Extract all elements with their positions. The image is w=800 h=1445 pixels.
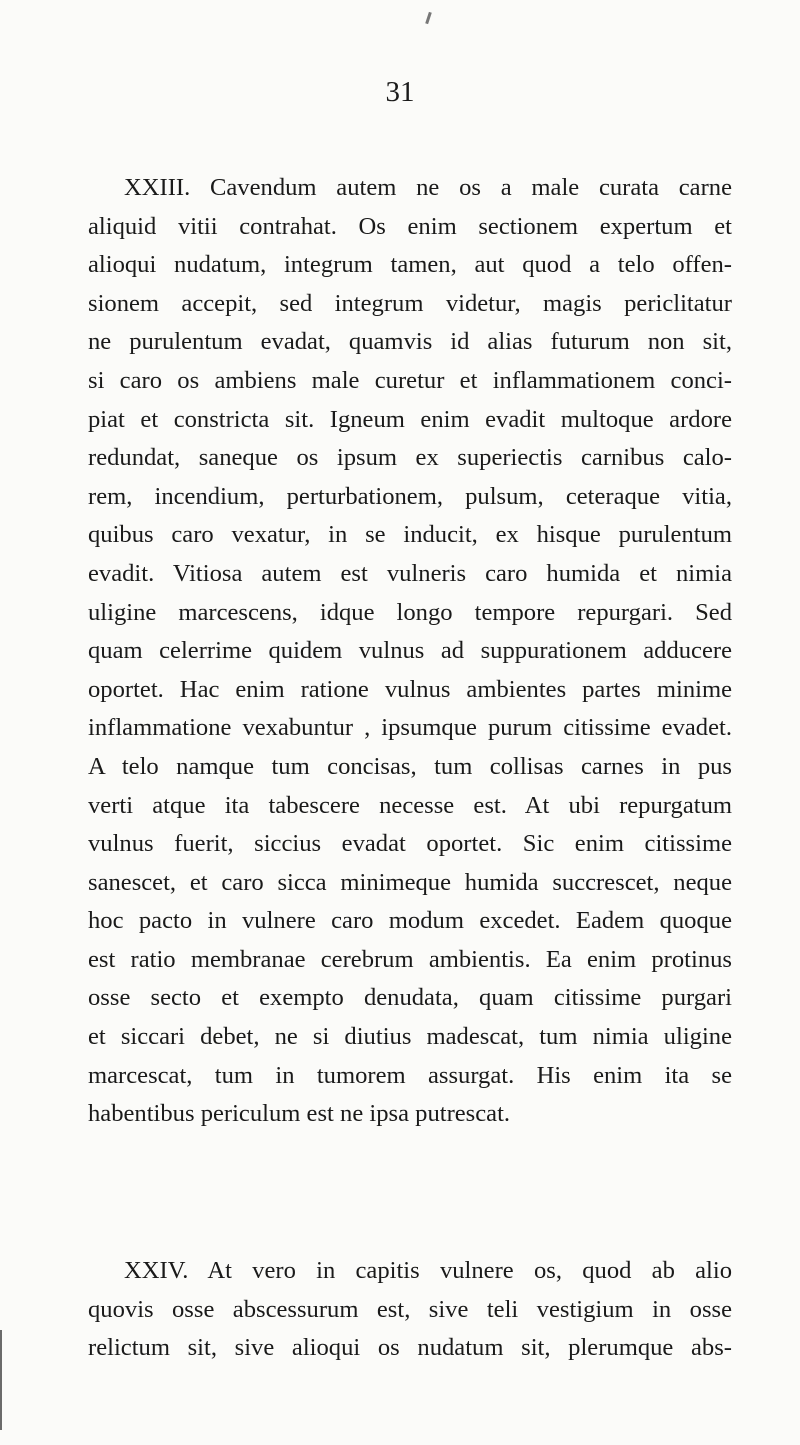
scan-edge-shadow bbox=[0, 1330, 2, 1430]
paragraph-xxiii bbox=[88, 169, 732, 1134]
text-line: redundat, saneque os ipsum ex superiectis carnibus calo- bbox=[88, 444, 732, 472]
text-line: inflammatione vexabuntur , ipsumque purum citissime evadet. bbox=[88, 714, 732, 742]
text-line: A telo namque tum concisas, tum collisas carnes in pus bbox=[88, 752, 732, 780]
text-line: uligine marcescens, idque longo tempore repurgari. Sed bbox=[88, 598, 732, 626]
text-line: vulnus fuerit, siccius evadat oportet. Sic enim citissime bbox=[88, 830, 732, 858]
scan-speck bbox=[425, 12, 432, 24]
page-number: 31 bbox=[385, 76, 415, 108]
text-line: rem, incendium, perturbationem, pulsum, ceteraque vitia, bbox=[88, 482, 732, 510]
text-line: piat et constricta sit. Igneum enim evadit multoque ardore bbox=[88, 405, 732, 433]
text-line: evadit. Vitiosa autem est vulneris caro humida et nimia bbox=[88, 559, 732, 587]
text-line: quibus caro vexatur, in se inducit, ex hisque purulentum bbox=[88, 521, 732, 549]
text-line: relictum sit, sive alioqui os nudatum sit, plerumque abs- bbox=[88, 1334, 732, 1362]
text-line: si caro os ambiens male curetur et inflammationem conci- bbox=[88, 366, 732, 394]
text-line: aliquid vitii contrahat. Os enim sectionem expertum et bbox=[88, 212, 732, 240]
paragraph-xxiv bbox=[88, 1252, 732, 1368]
text-line: verti atque ita tabescere necesse est. At ubi repurgatum bbox=[88, 791, 732, 819]
text-line: habentibus periculum est ne ipsa putrescat. bbox=[88, 1100, 511, 1128]
text-line: est ratio membranae cerebrum ambientis. Ea enim protinus bbox=[88, 945, 732, 973]
text-line: oportet. Hac enim ratione vulnus ambientes partes minime bbox=[88, 675, 732, 703]
text-line: XXIII. Cavendum autem ne os a male curata carne bbox=[124, 174, 732, 201]
text-line: et siccari debet, ne si diutius madescat, tum nimia uligine bbox=[88, 1023, 732, 1051]
text-line: hoc pacto in vulnere caro modum excedet. Eadem quoque bbox=[88, 907, 732, 935]
text-line: XXIV. At vero in capitis vulnere os, quod ab alio bbox=[124, 1257, 732, 1284]
text-line: ne purulentum evadat, quamvis id alias futurum non sit, bbox=[88, 328, 732, 356]
text-line: alioqui nudatum, integrum tamen, aut quod a telo offen- bbox=[88, 251, 732, 279]
text-line: sanescet, et caro sicca minimeque humida succrescet, neque bbox=[88, 868, 732, 896]
text-line: sionem accepit, sed integrum videtur, magis periclitatur bbox=[88, 289, 732, 317]
text-line: quovis osse abscessurum est, sive teli vestigium in osse bbox=[88, 1295, 732, 1323]
text-line: marcescat, tum in tumorem assurgat. His enim ita se bbox=[88, 1061, 732, 1089]
text-line: quam celerrime quidem vulnus ad suppurationem adducere bbox=[88, 637, 732, 665]
text-line: osse secto et exempto denudata, quam citissime purgari bbox=[88, 984, 732, 1012]
